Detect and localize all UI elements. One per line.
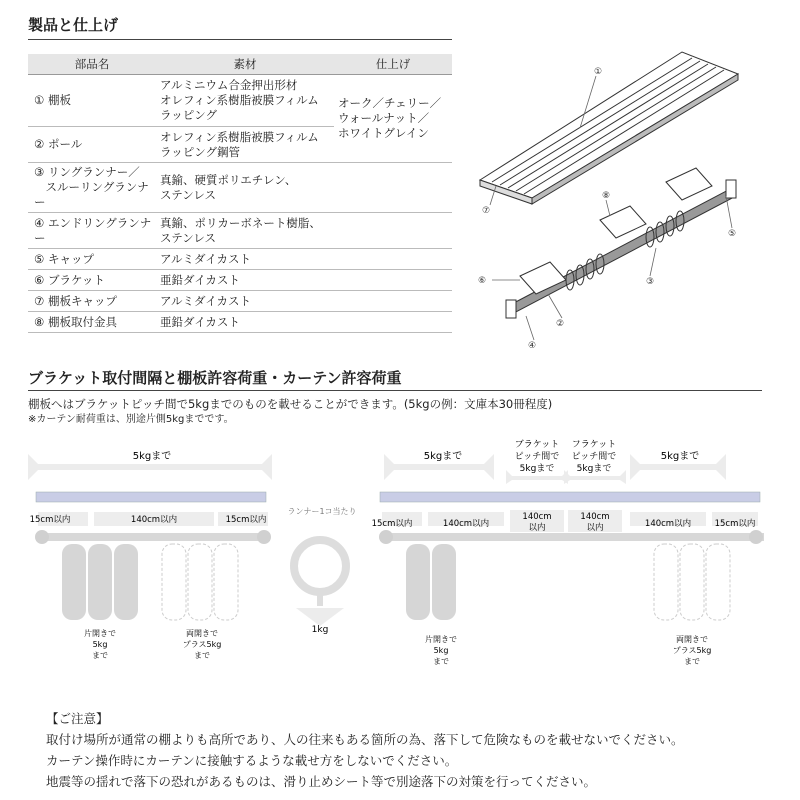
part-cell: ⑧ 棚板取付金具: [28, 312, 156, 333]
label-double: プラス5kg: [182, 640, 222, 649]
header-part: 部品名: [28, 54, 156, 75]
load-label: 5kgまで: [132, 451, 172, 462]
span-label: 15cm以内: [371, 519, 413, 529]
material-cell: 亜鉛ダイカスト: [156, 270, 334, 291]
curtain-solid: [406, 544, 456, 620]
table-row: [28, 291, 452, 312]
material-cell: 亜鉛ダイカスト: [156, 312, 334, 333]
table-row: [28, 312, 452, 333]
pole-bar: [380, 533, 764, 541]
material-line: オレフィン系樹脂被膜フィルム: [160, 93, 319, 107]
label-single: まで: [92, 651, 108, 660]
runner-value: 1kg: [311, 625, 329, 635]
callout-pole: ②: [556, 319, 565, 329]
caution-line: 取付け場所が通常の棚よりも高所であり、人の往来もある箇所の為、落下して危険なものを載せないでください。: [46, 732, 684, 747]
note-line-1: 棚板へはブラケットピッチ間で5kgまでのものを載せることができます。(5kgの例：文庫本30冊程度): [28, 397, 553, 411]
callout-shelf-cap: ⑦: [482, 206, 491, 216]
part-cell: ⑤ キャップ: [28, 249, 156, 270]
table-row: [28, 163, 452, 213]
runner-diagram: [287, 506, 356, 635]
shelf-bar: [380, 492, 760, 502]
finish-line: ホワイトグレイン: [338, 126, 429, 140]
material-line: アルミニウム合金押出形材: [160, 78, 298, 92]
callout-cap: ⑤: [728, 229, 737, 239]
caution-title: 【ご注意】: [46, 711, 109, 726]
finish-cell: [334, 75, 452, 163]
span-label: 140cm以内: [130, 515, 178, 525]
pitch-label: 5kgまで: [519, 464, 555, 474]
callout-mount: ⑧: [602, 191, 611, 201]
part-cell: ④ エンドリングランナー: [28, 213, 156, 249]
material-line: 真鍮、硬質ポリエチレン、: [160, 172, 297, 187]
pole-bar: [36, 533, 270, 541]
span-label: 15cm以内: [29, 515, 71, 525]
table-header-row: [28, 54, 452, 75]
header-material: 素材: [156, 54, 334, 75]
callout-end-runner: ④: [528, 341, 537, 351]
product-illustration: [470, 40, 770, 360]
callout-shelf: ①: [594, 67, 603, 77]
label-double: プラス5kg: [672, 646, 712, 655]
section-title-load: ブラケット取付間隔と棚板許容荷重・カーテン許容荷重: [28, 369, 402, 387]
part-cell: ① 棚板: [28, 75, 156, 127]
header-finish: 仕上げ: [334, 54, 452, 75]
callout-bracket: ⑥: [478, 276, 487, 286]
part-cell: ⑥ ブラケット: [28, 270, 156, 291]
pitch-label: 5kgまで: [576, 464, 612, 474]
caution-block: [46, 708, 684, 792]
part-line: スルーリングランナー: [34, 180, 149, 209]
curtain-solid: [62, 544, 138, 620]
label-single: 片開きで: [84, 629, 116, 638]
span-label: 140cm: [580, 512, 610, 522]
runner-title: ランナー1コ当たり: [287, 507, 357, 516]
material-cell: アルミダイカスト: [156, 249, 334, 270]
pole-end: [35, 530, 49, 544]
curtain-dashed: [654, 544, 730, 620]
runner-arrow: [296, 608, 344, 626]
section-title-products: 製品と仕上げ: [28, 16, 119, 34]
table-row: [28, 213, 452, 249]
material-cell: [156, 213, 334, 249]
material-cell: [156, 163, 334, 213]
curtain-dashed: [162, 544, 238, 620]
caution-line: 地震等の揺れで落下の恐れがあるものは、滑り止めシート等で別途落下の対策を行ってください。: [46, 774, 597, 789]
part-cell: [28, 163, 156, 213]
span-label: 15cm以内: [225, 515, 267, 525]
part-line: ③ リングランナー／: [34, 165, 140, 179]
pitch-label: ブラケット: [514, 440, 560, 450]
table-row: [28, 249, 452, 270]
load-notes: [28, 396, 552, 428]
material-line: ラッピング鋼管: [160, 144, 241, 159]
label-single: 片開きで: [425, 635, 457, 644]
note-line-2: ※カーテン耐荷重は、別途片側5kgまでです。: [28, 414, 234, 425]
label-double: 両開きで: [676, 635, 708, 644]
span-label: 140cm以内: [644, 519, 692, 529]
material-line: ラッピング: [160, 108, 218, 122]
material-line: 真鍮、ポリカーボネート樹脂、: [160, 215, 321, 230]
span-label: 15cm以内: [714, 519, 756, 529]
load-label: 5kgまで: [423, 451, 463, 462]
title-rule: [28, 39, 452, 40]
span-label: 140cm以内: [442, 519, 490, 529]
material-cell: [156, 127, 334, 163]
material-line: ステンレス: [160, 187, 217, 202]
part-cell: ② ポール: [28, 127, 156, 163]
label-double: まで: [684, 657, 700, 666]
left-diagram: [28, 450, 272, 660]
material-line: ステンレス: [160, 230, 217, 245]
pole-end: [257, 530, 271, 544]
span-label: 140cm: [522, 512, 552, 522]
material-cell: アルミダイカスト: [156, 291, 334, 312]
callout-runner: ③: [646, 277, 655, 287]
table-row: [28, 270, 452, 291]
pitch-label: フラケット: [571, 440, 617, 450]
label-single: 5kg: [433, 646, 449, 655]
label-double: まで: [194, 651, 210, 660]
pitch-label: ピッチ間で: [514, 452, 560, 462]
table-row: [28, 75, 452, 127]
label-double: 両開きで: [186, 629, 218, 638]
title-rule: [28, 390, 762, 391]
load-label: 5kgまで: [660, 451, 700, 462]
span-label: 以内: [528, 523, 546, 533]
runner-ring: [294, 540, 346, 592]
right-diagram: [372, 439, 764, 666]
label-single: 5kg: [92, 640, 108, 649]
spec-table: [28, 54, 452, 333]
part-cell: ⑦ 棚板キャップ: [28, 291, 156, 312]
caution-line: カーテン操作時にカーテンに接触するような載せ方をしないでください。: [46, 753, 458, 768]
finish-line: ウォールナット／: [338, 111, 430, 125]
load-diagram: [0, 436, 800, 672]
material-cell: [156, 75, 334, 127]
shelf-bar: [36, 492, 266, 502]
label-single: まで: [433, 657, 449, 666]
pitch-label: ピッチ間で: [571, 452, 617, 462]
material-line: オレフィン系樹脂被膜フィルム: [160, 129, 319, 144]
span-label: 以内: [586, 523, 604, 533]
finish-line: オーク／チェリー／: [338, 96, 442, 110]
